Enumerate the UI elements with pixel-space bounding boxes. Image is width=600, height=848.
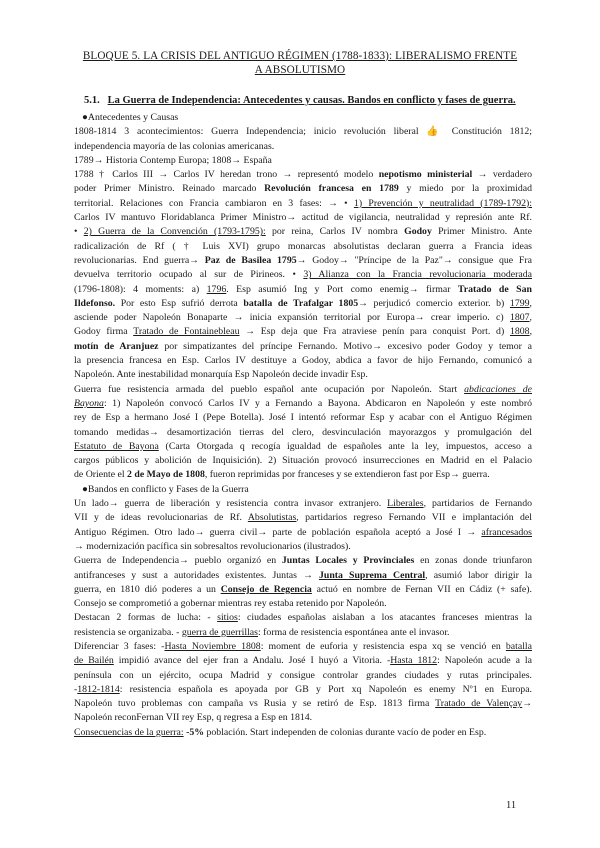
page-number: 11	[506, 800, 517, 811]
text-line: Consecuencias de la guerra: -5% población. Start independen de colonias durante vacío de poder en Esp.	[74, 726, 487, 738]
section-number: 5.1.	[84, 95, 100, 106]
text-line: Guerra fue resistencia armada del pueblo español ante ocupación por Napoleón. Start abdicaciones de	[74, 383, 532, 395]
text-line: de Bailén impidió avance del ejer fran a Andalu. José I huyó a Vitoria. -Hasta 1812: Napoleón acude a la	[74, 655, 532, 667]
text-line: Napoleón reconFernan VII rey Esp, q regresa a Esp en 1814.	[74, 712, 313, 724]
text-line: antifranceses y sust a autoridades existentes. Juntas → Junta Suprema Central, asumió labor dirigir la	[74, 569, 532, 581]
text-line: asciende poder Napoleón Bonaparte → inicia expansión territorial por Europa→ crear imperio. c) 1807,	[74, 312, 532, 324]
text-line: radicalización de Rf ( † Luis XVI) grupo monarcas absolutistas declaran guerra a Francia ideas	[74, 240, 532, 252]
text-line: • 2) Guerra de la Convención (1793-1795): por reina, Carlos IV nombra Godoy Primer Ministro. Ante	[74, 226, 532, 238]
bullet-antecedentes: ●Antecedentes y Causas	[82, 112, 179, 123]
text-line: resistencia se organizaba. - guerra de guerrillas: forma de resistencia espontánea ante el invasor.	[74, 626, 450, 638]
text-line: la presencia francesa en Esp. Carlos IV destituye a Godoy, abdica a favor de hijo Fernando, comunicó a	[74, 355, 532, 367]
text-line: Napoleón tuvo problemas con campaña vs Rusia y se retiró de Esp. 1813 firma Tratado de Valençay→	[74, 698, 532, 710]
text-line: -1812-1814: resistencia española es apoyada por GB y Port xq Napoleón es enemy Nº1 en Europa.	[74, 683, 532, 695]
text-line: revolucionarias. End guerra→ Paz de Basilea 1795→ Godoy→ "Príncipe de la Paz"→ consigue que Fra	[74, 254, 532, 266]
text-line: VII y de ideas revolucionarias de Rf. Absolutistas, partidarios regreso Fernando VII e implantación del	[74, 512, 532, 524]
text-line: Carlos IV mantuvo Floridablanca Primer Ministro→ actitud de vigilancia, neutralidad y represión ante Rf.	[74, 212, 532, 224]
text-line: 1808-1814 3 acontecimientos: Guerra Independencia; inicio revolución liberal 👍 Constitución 1812;	[74, 126, 532, 138]
text-line: territorial. Relaciones con Francia cambiaron en 3 fases: → • 1) Prevención y neutralidad (1789-1792):	[74, 197, 532, 209]
text-line: guerra, en 1810 dió poderes a un Consejo de Regencia actuó en nombre de Fernan VII en Cádiz (+ safe).	[74, 583, 532, 595]
document-title	[74, 50, 526, 77]
text-line: Bayona: 1) Napoleón convocó Carlos IV y a Fernando a Bayona. Abdicaron en Napoleón y este nombró	[74, 397, 532, 409]
text-line: devuelva territorio ocupado al sur de Pirineos. • 3) Alianza con la Francia revolucionaria moderada	[74, 269, 532, 281]
text-line: Consejo se comprometió a gobernar mientras rey estaba retenido por Napoleón.	[74, 598, 387, 610]
text-line: Guerra de Independencia→ pueblo organizó en Juntas Locales y Provinciales en zonas donde triunfaron	[74, 555, 533, 567]
text-line: 1788 † Carlos III → Carlos IV heredan trono → representó modelo nepotismo ministerial → verdadero	[74, 169, 532, 181]
text-line: Napoleón. Ante inestabilidad monarquía Esp Napoleón decide invadir Esp.	[74, 369, 368, 381]
text-line: Un lado→ guerra de liberación y resistencia contra invasor extranjero. Liberales, partidarios de Fernando	[74, 498, 532, 510]
text-line: tomando medidas→ desamortización tierras del clero, desvinculación mayorazgos y promulgación del	[74, 426, 532, 438]
text-line: Destacan 2 formas de lucha: - sitios: ciudades españolas aislaban a los atacantes franceses mientras la	[74, 612, 532, 624]
section-title: La Guerra de Independencia: Antecedentes y causas. Bandos en conflicto y fases de guerra.	[107, 95, 516, 106]
document-body	[74, 111, 532, 740]
text-line: rey de Esp a hermano José I (Pepe Botella). José I intentó reformar Esp y acabar con el Antiguo Régimen	[74, 412, 532, 424]
title-line-1: BLOQUE 5. LA CRISIS DEL ANTIGUO RÉGIMEN (1788-1833): LIBERALISMO FRENTE	[82, 50, 518, 62]
bullet-bandos: ●Bandos en conflicto y Fases de la Guerra	[82, 483, 249, 495]
text-line: motín de Aranjuez por simpatizantes del príncipe Fernando. Motivo→ excesivo poder Godoy y temor a	[74, 340, 532, 352]
text-line: → modernización pacífica sin sobresaltos revolucionarios (ilustrados).	[74, 540, 351, 552]
text-line: independencia mayoría de las colonias americanas.	[74, 140, 275, 152]
text-line: Antiguo Régimen. Otro lado→ guerra civil→ parte de población española aceptó a José I → afrancesados	[74, 526, 532, 538]
text-line: cargos públicos y abolición de Inquisición). 2) Situación provocó insurrecciones en Madrid en el Palacio	[74, 455, 532, 467]
title-line-2: A ABSOLUTISMO	[254, 63, 346, 76]
text-line: Diferenciar 3 fases: -Hasta Noviembre 1808: moment de euforia y resistencia espa xq se venció en batalla	[74, 640, 532, 652]
section-heading	[84, 94, 544, 108]
text-line: 1789→ Historia Contemp Europa; 1808→ España	[74, 154, 272, 166]
text-line: poder Primer Ministro. Reinado marcado Revolución francesa en 1789 y miedo por la proximidad	[74, 183, 532, 195]
text-line: península con un ejército, ocupa Madrid y consigue controlar grandes ciudades y rutas principales.	[74, 669, 532, 681]
text-line: Ildefonso. Por esto Esp sufrió derrota batalla de Trafalgar 1805→ perjudicó comercio exterior. b) 1799,	[74, 297, 532, 309]
text-line: Estatuto de Bayona (Carta Otorgada q recogía igualdad de españoles ante la ley, impuestos, acceso a	[74, 440, 532, 452]
text-line: Godoy firma Tratado de Fontainebleau → Esp deja que Fra atraviese penín para conquist Port. d) 1808,	[74, 326, 533, 338]
text-line: de Oriente el 2 de Mayo de 1808, fueron reprimidas por franceses y se extendieron fast por Esp→ guerra.	[74, 469, 490, 481]
text-line: (1796-1808): 4 moments: a) 1796. Esp asumió Ing y Port como enemig→ firmar Tratado de San	[74, 283, 532, 295]
